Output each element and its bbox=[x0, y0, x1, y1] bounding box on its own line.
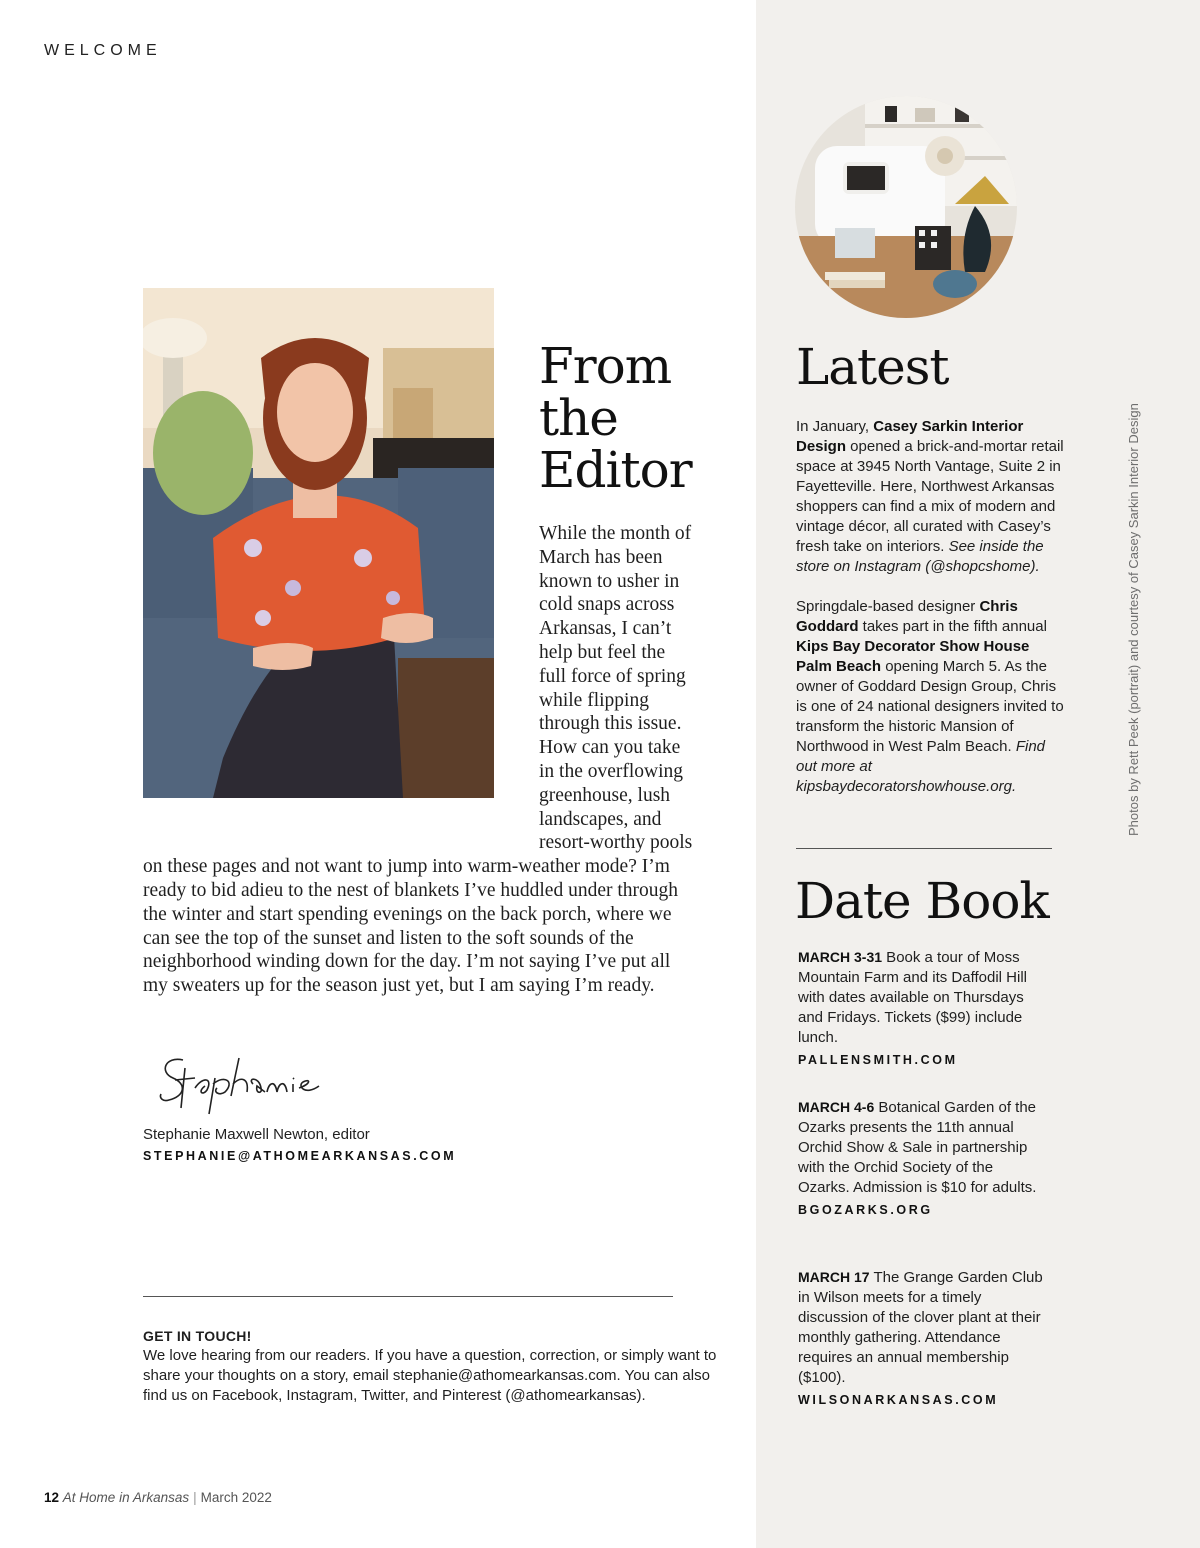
datebook-event bbox=[798, 1267, 1043, 1410]
contact-section bbox=[143, 1326, 718, 1406]
editor-title bbox=[539, 337, 692, 499]
latest-text: In January, bbox=[796, 418, 874, 435]
editor-name: Stephanie Maxwell Newton, editor bbox=[143, 1126, 370, 1143]
latest-highlight: Kips Bay Decorator Show House Palm Beach bbox=[796, 638, 1030, 675]
event-link[interactable]: PALLENSMITH.COM bbox=[798, 1053, 958, 1067]
event-link[interactable]: WILSONARKANSAS.COM bbox=[798, 1393, 999, 1407]
contact-heading: GET IN TOUCH! bbox=[143, 1328, 252, 1344]
store-photo bbox=[795, 96, 1017, 318]
event-date: MARCH 4-6 bbox=[798, 1099, 875, 1115]
photo-credit: Photos by Rett Peek (portrait) and courtesy of Casey Sarkin Interior Design bbox=[1126, 403, 1141, 836]
editor-title-line: Editor bbox=[539, 441, 692, 499]
latest-highlight: Chris Goddard bbox=[796, 598, 1018, 635]
event-description: The Grange Garden Club in Wilson meets for a timely discussion of the clover plant at their monthly gathering. Attendance requires an annual membership ($100). bbox=[798, 1269, 1043, 1386]
editor-letter-text: While the month of March has been known to usher in cold snaps across Arkansas, I can’t help but feel the full force of spring while flipping through this issue. How can you take in the overflowing greenhouse, lush landscapes, and resort-worthy pools on these pages and not want to jump into warm-weather mode? I’m ready to bid adieu to the nest of blankets I’ve huddled under through the winter and start spending evenings on the back porch, where we can see the top of the sunset and listen to the soft sounds of the neighborhood winding down for the day. I’m not saying I’ve put all my sweaters up for the season just yet, but I am saying I’m ready. bbox=[143, 523, 693, 997]
latest-callout: See inside the store on Instagram (@shopcshome). bbox=[796, 538, 1044, 575]
page-number: 12 bbox=[44, 1490, 60, 1505]
datebook-event bbox=[798, 947, 1043, 1070]
event-date: MARCH 3-31 bbox=[798, 949, 883, 965]
footer-separator: | bbox=[193, 1490, 197, 1505]
latest-text: opened a brick-and-mortar retail space at 3945 North Vantage, Suite 2 in Fayetteville. Here, Northwest Arkansas shoppers can find a mix of modern and vintage décor, all curated with Casey’s fresh take on interiors. bbox=[796, 438, 1064, 555]
editor-email[interactable]: STEPHANIE@ATHOMEARKANSAS.COM bbox=[143, 1149, 457, 1163]
divider bbox=[143, 1296, 673, 1297]
issue-date: March 2022 bbox=[200, 1490, 272, 1505]
photo-wrap-spacer bbox=[143, 522, 539, 832]
contact-body: We love hearing from our readers. If you have a question, correction, or simply want to share your thoughts on a story, email stephanie@athomearkansas.com. You can also find us on Facebook, Instagram, Twitter, and Pinterest (@athomearkansas). bbox=[143, 1347, 717, 1404]
latest-title: Latest bbox=[796, 338, 949, 396]
event-description: Book a tour of Moss Mountain Farm and its Daffodil Hill with dates available on Thursdays and Fridays. Tickets ($99) include lunch. bbox=[798, 949, 1027, 1046]
datebook-title: Date Book bbox=[795, 872, 1049, 930]
latest-highlight: Casey Sarkin Interior Design bbox=[796, 418, 1024, 455]
editor-title-line: From bbox=[539, 337, 672, 395]
latest-item bbox=[796, 597, 1066, 797]
latest-text: opening March 5. As the owner of Goddard Design Group, Chris is one of 24 national designers invited to transform the historic Mansion of Northwood in West Palm Beach. bbox=[796, 658, 1064, 755]
section-label: WELCOME bbox=[44, 42, 162, 59]
latest-text: Springdale-based designer bbox=[796, 598, 980, 615]
latest-callout: Find out more at kipsbaydecoratorshowhouse.org. bbox=[796, 738, 1046, 795]
editor-signature bbox=[155, 1048, 335, 1123]
publication-name: At Home in Arkansas bbox=[62, 1490, 190, 1505]
event-description: Botanical Garden of the Ozarks presents the 11th annual Orchid Show & Sale in partnership with the Orchid Society of the Ozarks. Admission is $10 for adults. bbox=[798, 1099, 1037, 1196]
page-footer bbox=[44, 1490, 272, 1505]
editor-title-line: the bbox=[539, 389, 618, 447]
divider bbox=[796, 848, 1052, 849]
datebook-event bbox=[798, 1097, 1043, 1220]
event-link[interactable]: BGOZARKS.ORG bbox=[798, 1203, 933, 1217]
latest-section bbox=[796, 417, 1066, 817]
latest-item bbox=[796, 417, 1066, 577]
editor-letter bbox=[143, 522, 695, 998]
event-date: MARCH 17 bbox=[798, 1269, 870, 1285]
latest-text: takes part in the fifth annual bbox=[858, 618, 1047, 635]
